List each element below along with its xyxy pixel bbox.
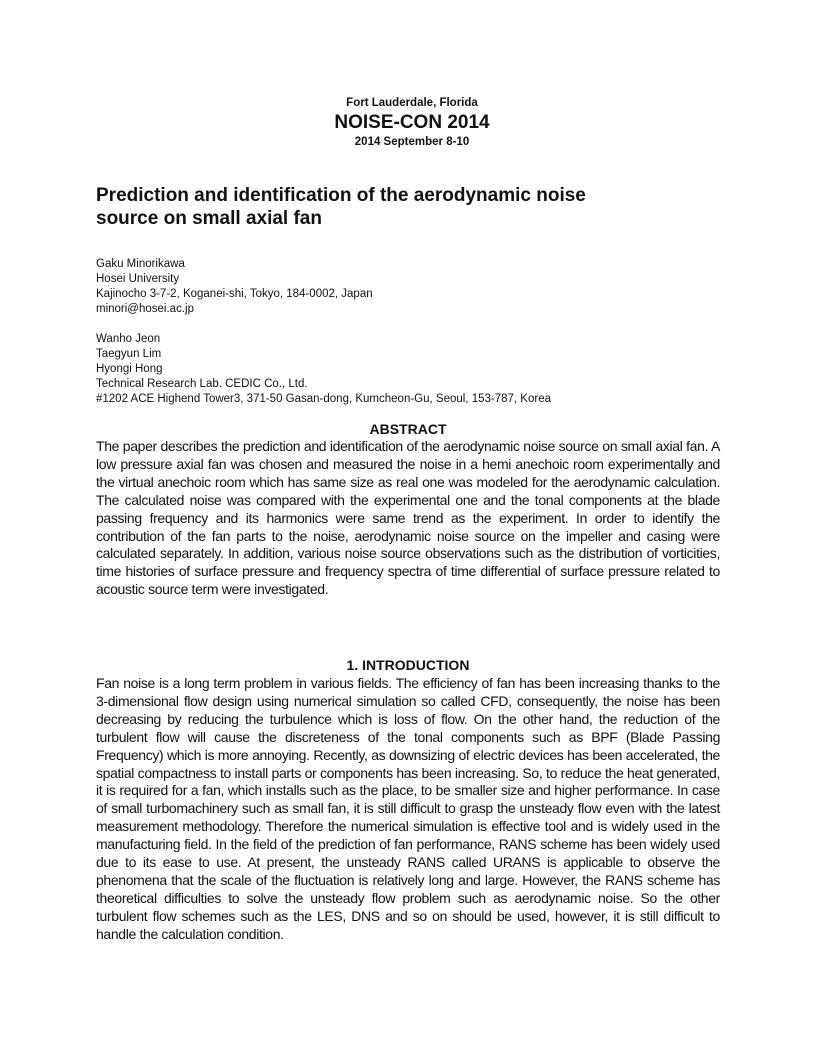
author-email: minori@hosei.ac.jp — [96, 303, 194, 315]
conference-dates: 2014 September 8-10 — [354, 136, 470, 148]
author-name: Wanho Jeon — [96, 333, 161, 345]
author-address: #1202 ACE Highend Tower3, 371-50 Gasan-dong, Kumcheon-Gu, Seoul, 153-787, Korea — [96, 393, 551, 405]
paper-title-line-1: Prediction and identification of the aerodynamic noise — [96, 185, 586, 206]
introduction-heading: 1. INTRODUCTION — [346, 657, 470, 673]
author-block-cedic — [96, 332, 720, 407]
conference-name: NOISE-CON 2014 — [334, 112, 490, 133]
paper-title — [96, 184, 720, 230]
paper-title-line-2: source on small axial fan — [96, 208, 322, 229]
author-affiliation: Technical Research Lab. CEDIC Co., Ltd. — [96, 378, 308, 390]
author-name: Gaku Minorikawa — [96, 258, 185, 270]
author-address: Kajinocho 3-7-2, Koganei-shi, Tokyo, 184-0002, Japan — [96, 288, 373, 300]
abstract-heading: ABSTRACT — [369, 421, 447, 437]
author-name: Hyongi Hong — [96, 363, 163, 375]
author-name: Taegyun Lim — [96, 348, 162, 360]
introduction-text: Fan noise is a long term problem in various fields. The efficiency of fan has been increasing thanks to the 3-dimensional flow design using numerical simulation so called CFD, consequently, the noise has been decreasing by reducing the turbulence which is loss of flow. On the other hand, the reduction of the turbulent flow will cause the discreteness of the tonal components such as BPF (Blade Passing Frequency) which is more annoying. Recently, as downsizing of electric devices has been accelerated, the spatial compactness to install parts or components has been increasing. So, to reduce the heat generated, it is required for a fan, which installs such as the place, to be smaller size and higher performance. In case of small turbomachinery such as small fan, it is still difficult to grasp the unsteady flow even with the latest measurement methodology. Therefore the numerical simulation is effective tool and is widely used in the manufacturing field. In the field of the prediction of fan performance, RANS scheme has been widely used due to its ease to use. At present, the unsteady RANS called URANS is applicable to observe the phenomena that the scale of the fluctuation is relatively long and large. However, the RANS scheme has theoretical difficulties to solve the unsteady flow problem such as aerodynamic noise. So the other turbulent flow schemes such as the LES, DNS and so on should be used, however, it is still difficult to handle the calculation condition. — [96, 675, 720, 942]
conference-header — [0, 96, 816, 149]
author-affiliation: Hosei University — [96, 273, 180, 285]
author-block-hosei — [96, 257, 720, 317]
abstract-text: The paper describes the prediction and identification of the aerodynamic noise source on small axial fan. A low pressure axial fan was chosen and measured the noise in a hemi anechoic room experimentally and the virtual anechoic room which has same size as real one was modeled for the aerodynamic calculation. The calculated noise was compared with the experimental one and the tonal components at the blade passing frequency and its harmonics were same trend as the experiment. In order to identify the contribution of the fan parts to the noise, aerodynamic noise source on the impeller and casing were calculated separately. In addition, various noise source observations such as the distribution of vorticities, time histories of surface pressure and frequency spectra of time differential of surface pressure related to acoustic source term were investigated. — [96, 438, 720, 598]
conference-location: Fort Lauderdale, Florida — [346, 97, 478, 109]
